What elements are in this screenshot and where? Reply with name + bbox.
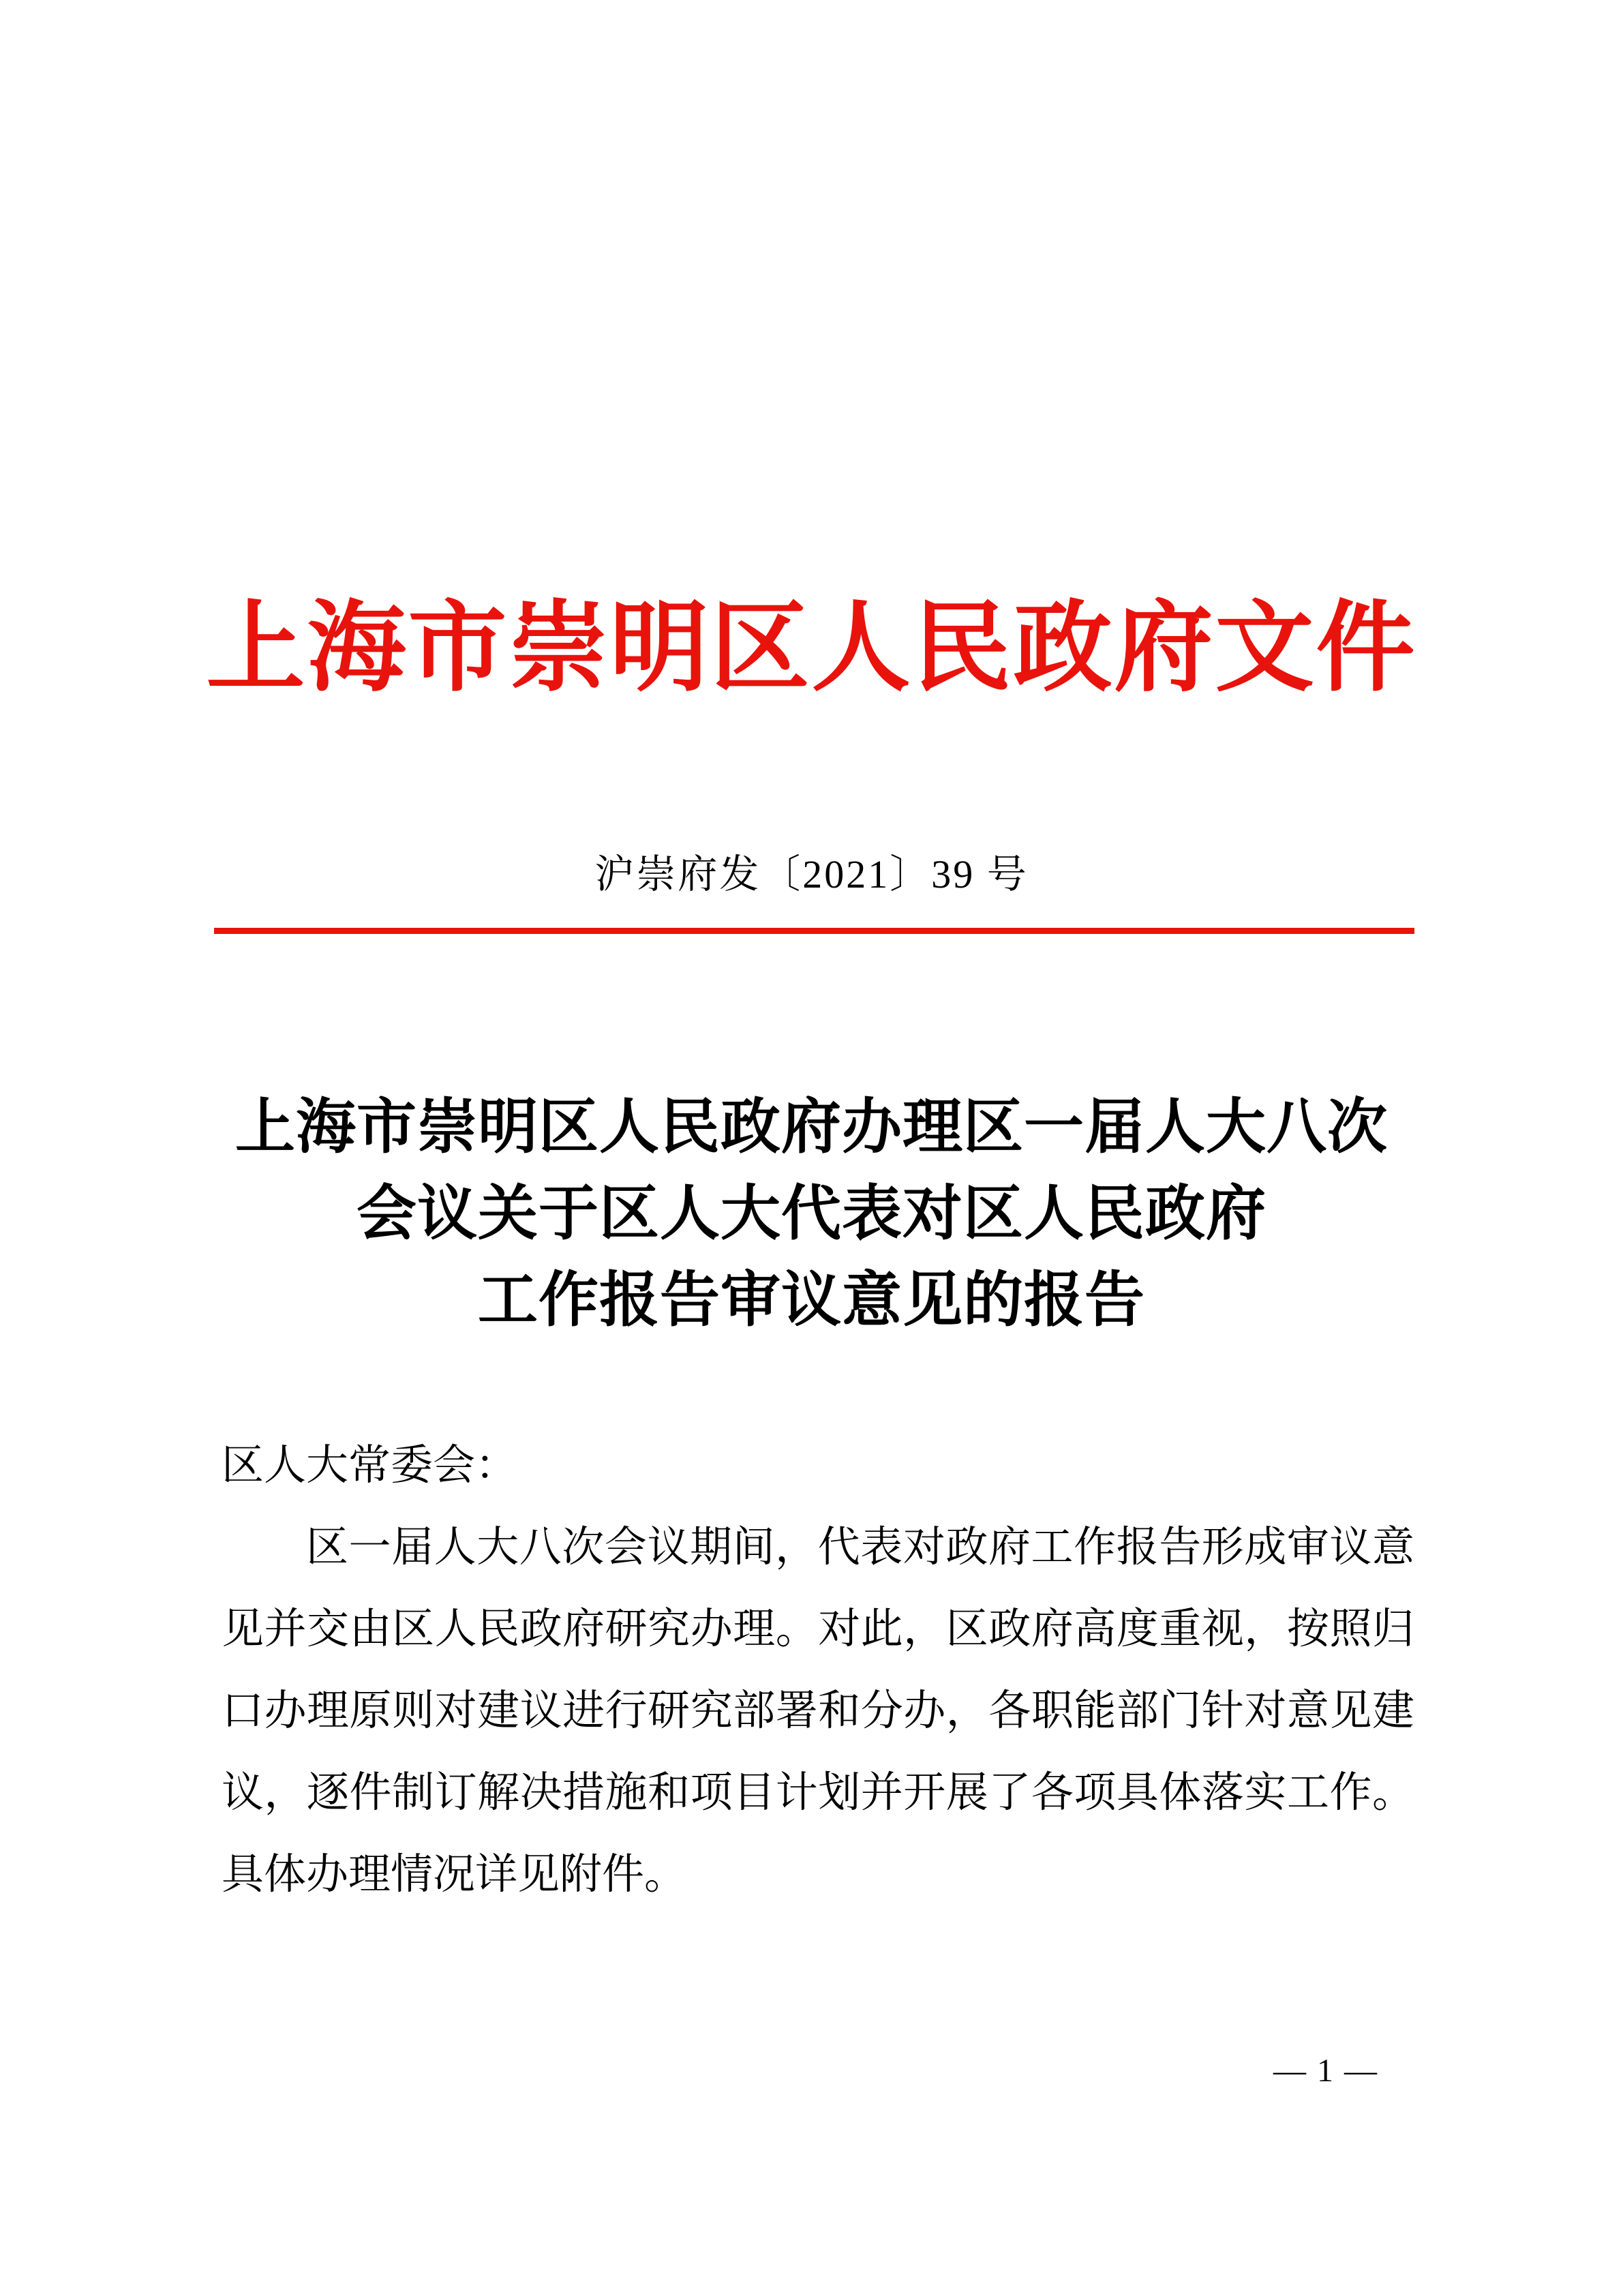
- paragraph-line: 口办理原则对建议进行研究部署和分办，各职能部门针对意见建: [222, 1688, 1414, 1734]
- document-number: 沪崇府发〔2021〕39 号: [594, 852, 1029, 896]
- page-number: — 1 —: [1273, 2053, 1378, 2089]
- document-title-line-2: 会议关于区人大代表对区人民政府: [356, 1181, 1266, 1248]
- paragraph-line: 见并交由区人民政府研究办理。对此，区政府高度重视，按照归: [222, 1606, 1414, 1652]
- red-divider-line: [214, 928, 1414, 934]
- document-title-line-3: 工作报告审议意见的报告: [477, 1268, 1145, 1334]
- paragraph-line: 议，逐件制订解决措施和项目计划并开展了各项具体落实工作。: [222, 1770, 1414, 1816]
- paragraph-line: 具体办理情况详见附件。: [222, 1852, 687, 1898]
- document-title: [0, 1085, 1623, 1344]
- document-title-line-1: 上海市崇明区人民政府办理区一届人大八次: [234, 1095, 1388, 1161]
- paragraph-line: 区一届人大八次会议期间，代表对政府工作报告形成审议意: [306, 1524, 1414, 1571]
- document-body: [222, 1425, 1414, 1916]
- gov-masthead-title: 上海市崇明区人民政府文件: [206, 594, 1417, 704]
- salutation: 区人大常委会：: [222, 1442, 518, 1489]
